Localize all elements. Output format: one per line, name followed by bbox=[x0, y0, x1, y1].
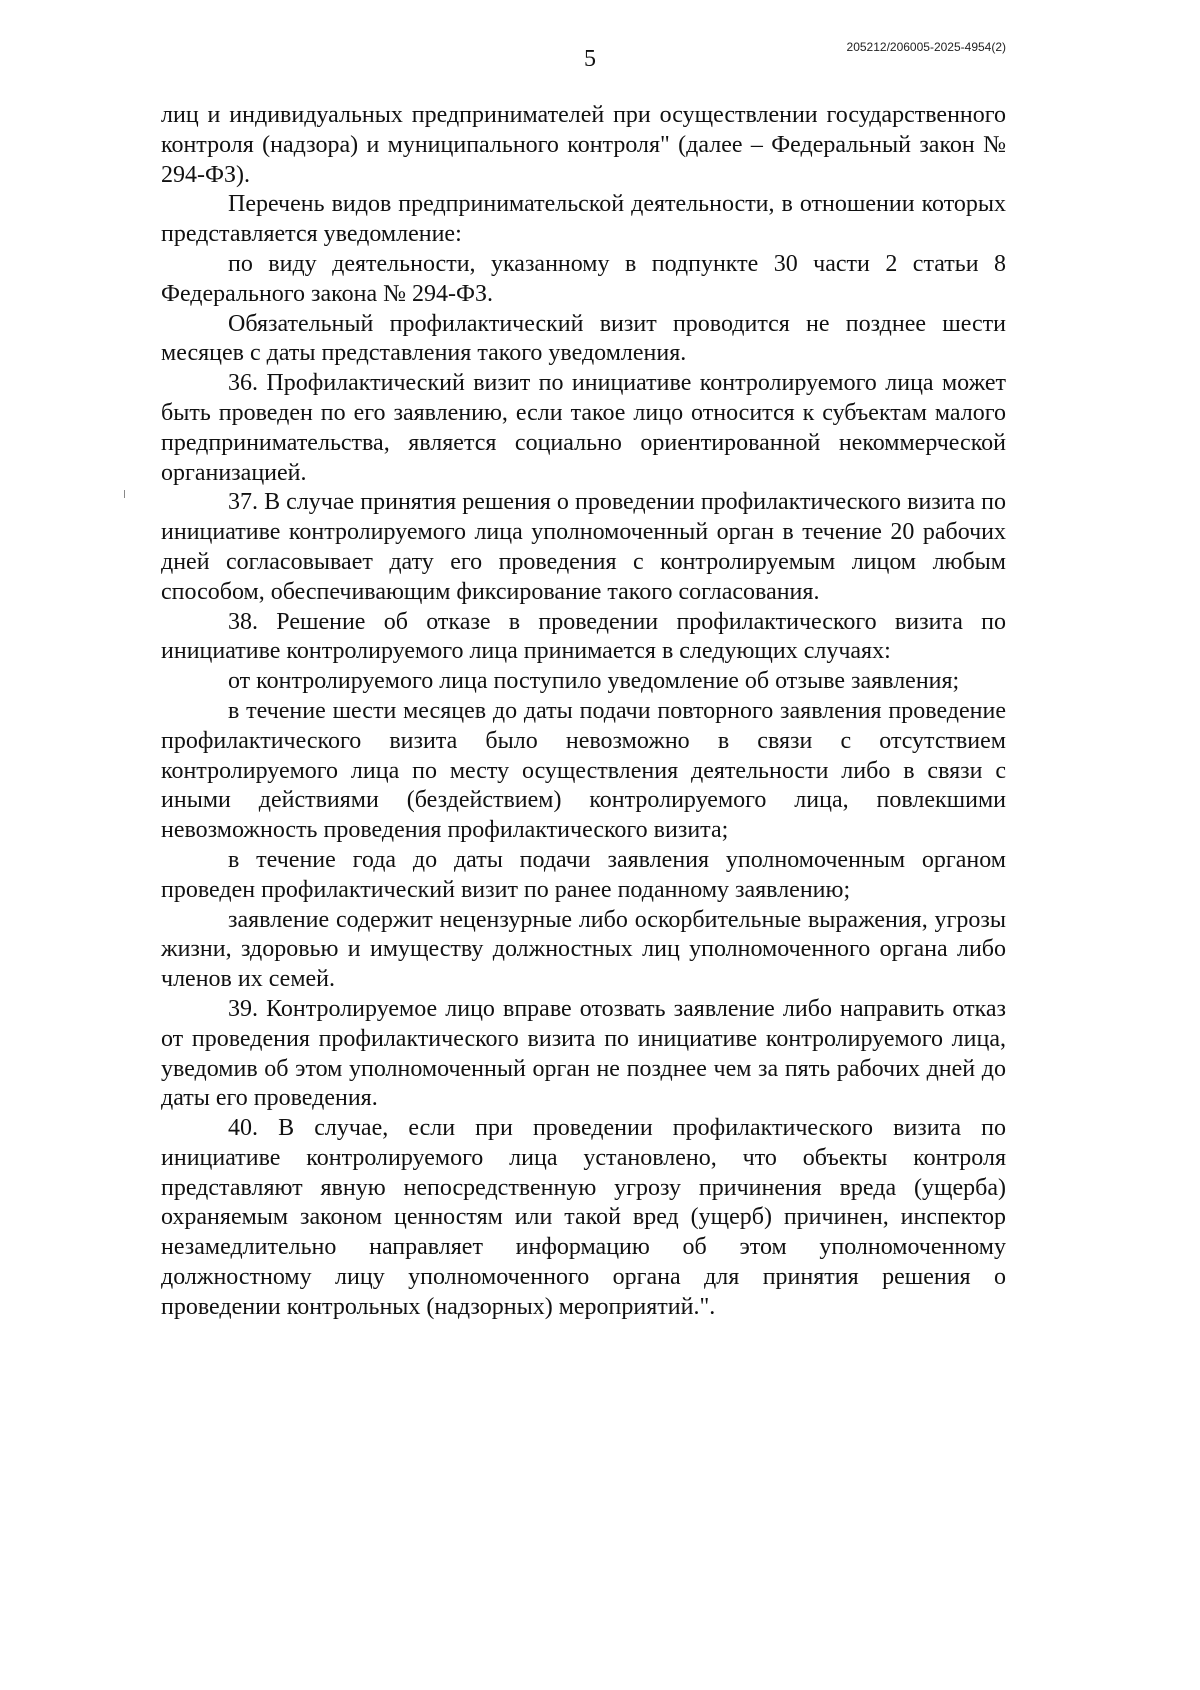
paragraph-refusal-case-offensive-content: заявление содержит нецензурные либо оскорбительные выражения, угрозы жизни, здоровью и имуществу должностных лиц уполномоченного органа либо членов их семей. bbox=[161, 906, 1006, 993]
paragraph-refusal-case-impossible-visit: в течение шести месяцев до даты подачи повторного заявления проведение профилактического визита было невозможно в связи с отсутствием контролируемого лица по месту осуществления деятельности либо в связи с иными действиями (бездействием) контролируемого лица, повлекшими невозможность проведения профилактического визита; bbox=[161, 697, 1006, 844]
document-body bbox=[161, 101, 1006, 1323]
paragraph-clause-40: 40. В случае, если при проведении профилактического визита по инициативе контролируемого лица установлено, что объекты контроля представляют явную непосредственную угрозу причинения вреда (ущерба) охраняемым законом ценностям или такой вред (ущерб) причинен, инспектор незамедлительно направляет информацию об этом уполномоченному должностному лицу уполномоченного органа для принятия решения о проведении контрольных (надзорных) мероприятий.". bbox=[161, 1115, 1006, 1320]
paragraph-clause-39: 39. Контролируемое лицо вправе отозвать заявление либо направить отказ от проведения профилактического визита по инициативе контролируемого лица, уведомив об этом уполномоченный орган не позднее чем за пять рабочих дней до даты его проведения. bbox=[161, 995, 1006, 1112]
document-registration-number: 205212/206005-2025-4954(2) bbox=[846, 40, 1006, 54]
paragraph-mandatory-visit-deadline: Обязательный профилактический визит проводится не позднее шести месяцев с даты представления такого уведомления. bbox=[161, 310, 1006, 367]
margin-scan-mark bbox=[124, 490, 125, 498]
paragraph-clause-38: 38. Решение об отказе в проведении профилактического визита по инициативе контролируемого лица принимается в следующих случаях: bbox=[161, 608, 1006, 665]
paragraph-clause-37: 37. В случае принятия решения о проведении профилактического визита по инициативе контролируемого лица уполномоченный орган в течение 20 рабочих дней согласовывает дату его проведения с контролируемым лицом любым способом, обеспечивающим фиксирование такого согласования. bbox=[161, 489, 1006, 605]
paragraph-law-reference-continuation: лиц и индивидуальных предпринимателей при осуществлении государственного контроля (надзора) и муниципального контроля" (далее – Федеральный закон № 294-ФЗ). bbox=[161, 102, 1006, 188]
paragraph-activity-type: по виду деятельности, указанному в подпункте 30 части 2 статьи 8 Федерального закона № 294-ФЗ. bbox=[161, 250, 1006, 307]
paragraph-clause-36: 36. Профилактический визит по инициативе контролируемого лица может быть проведен по его заявлению, если такое лицо относится к субъектам малого предпринимательства, является социально ориентированной некоммерческой организацией. bbox=[161, 370, 1006, 486]
paragraph-refusal-case-withdrawal: от контролируемого лица поступило уведомление об отзыве заявления; bbox=[228, 668, 960, 695]
page-number: 5 bbox=[584, 46, 596, 72]
paragraph-refusal-case-recent-visit: в течение года до даты подачи заявления уполномоченным органом проведен профилактический визит по ранее поданному заявлению; bbox=[161, 846, 1006, 903]
paragraph-activity-list-intro: Перечень видов предпринимательской деятельности, в отношении которых представляется уведомление: bbox=[161, 191, 1006, 248]
